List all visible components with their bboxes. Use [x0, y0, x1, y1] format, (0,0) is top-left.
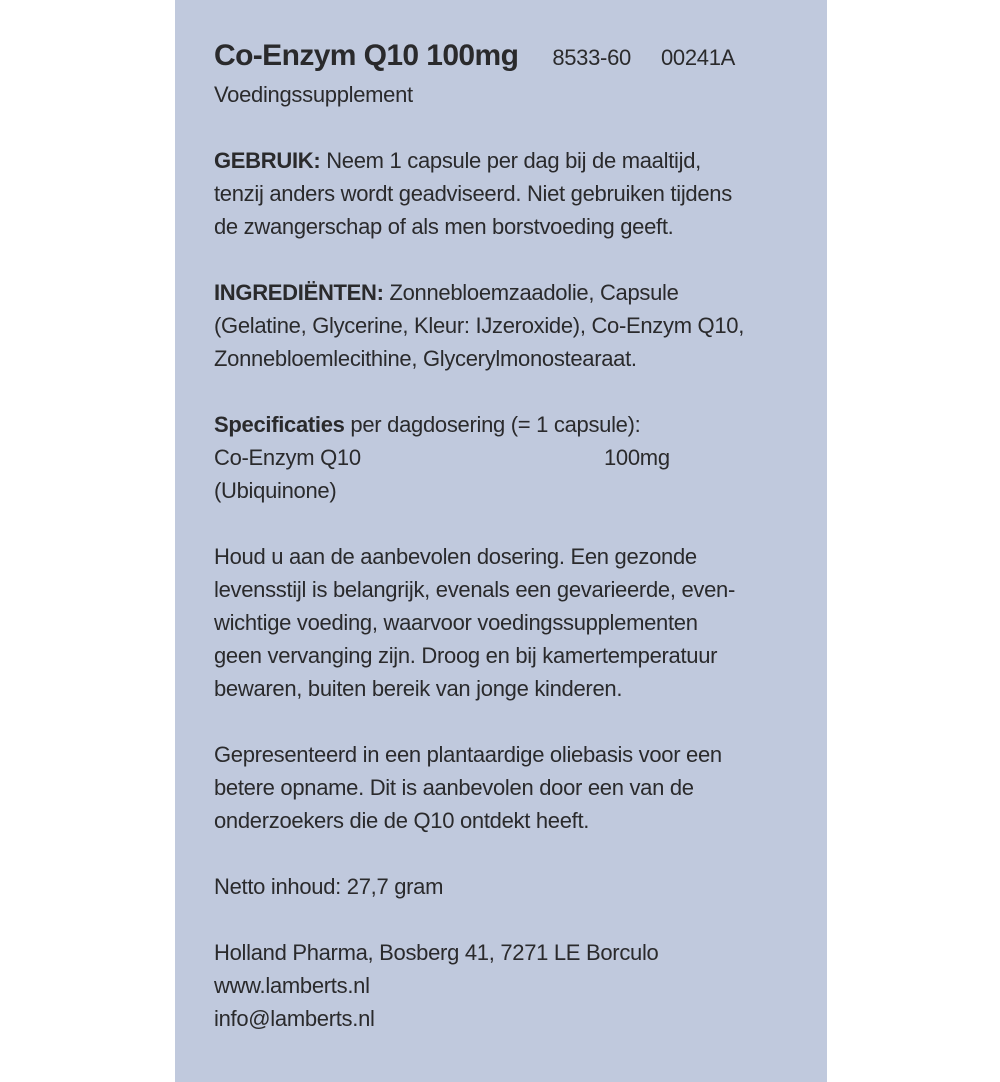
net-content: Netto inhoud: 27,7 gram	[214, 874, 444, 899]
usage-line	[214, 144, 804, 177]
specs-heading: Specificaties	[214, 412, 345, 437]
presentation-line-1: Gepresenteerd in een plantaardige oliebasis voor een	[214, 742, 722, 767]
ingredients-heading: INGREDIËNTEN:	[214, 280, 384, 305]
product-code: 8533-60	[552, 45, 631, 70]
spec-item-value: 100mg	[604, 445, 670, 470]
contact-address: Holland Pharma, Bosberg 41, 7271 LE Borculo	[214, 940, 659, 965]
ingredients-line-1: Zonnebloemzaadolie, Capsule	[383, 280, 679, 305]
spec-item-name: Co-Enzym Q10	[214, 445, 361, 470]
presentation-section	[214, 738, 804, 837]
title-row	[214, 38, 804, 78]
contact-website: www.lamberts.nl	[214, 973, 370, 998]
advice-line-5: bewaren, buiten bereik van jonge kinderen.	[214, 676, 623, 701]
product-label	[175, 0, 827, 1082]
presentation-line-2: betere opname. Dit is aanbevolen door een van de	[214, 775, 694, 800]
advice-line-4: geen vervanging zijn. Droog en bij kamertemperatuur	[214, 643, 718, 668]
specs-section	[214, 408, 804, 507]
usage-line-3: de zwangerschap of als men borstvoeding geeft.	[214, 214, 674, 239]
specs-heading-rest: per dagdosering (= 1 capsule):	[344, 412, 641, 437]
usage-section	[214, 144, 804, 243]
batch-code: 00241A	[660, 45, 736, 70]
contact-email: info@lamberts.nl	[214, 1006, 375, 1031]
advice-section	[214, 540, 804, 705]
product-title: Co-Enzym Q10 100mg	[214, 39, 519, 72]
advice-line-1: Houd u aan de aanbevolen dosering. Een gezonde	[214, 544, 697, 569]
presentation-line-3: onderzoekers die de Q10 ontdekt heeft.	[214, 808, 590, 833]
ingredients-line-2: (Gelatine, Glycerine, Kleur: IJzeroxide), Co-Enzym Q10,	[214, 313, 745, 338]
advice-line-2: levensstijl is belangrijk, evenals een gevarieerde, even-	[214, 577, 735, 602]
spec-row	[214, 441, 804, 474]
advice-line-3: wichtige voeding, waarvoor voedingssupplementen	[214, 610, 698, 635]
usage-line-1: Neem 1 capsule per dag bij de maaltijd,	[320, 148, 701, 173]
specs-heading-line	[214, 408, 804, 441]
ingredients-line-3: Zonnebloemlecithine, Glycerylmonostearaat.	[214, 346, 637, 371]
contact-section	[214, 936, 804, 1035]
usage-heading: GEBRUIK:	[214, 148, 321, 173]
spec-item-note: (Ubiquinone)	[214, 478, 337, 503]
ingredients-section	[214, 276, 804, 375]
ingredients-line	[214, 276, 804, 309]
product-subtitle: Voedingssupplement	[214, 82, 413, 107]
label-content	[214, 38, 804, 1035]
usage-line-2: tenzij anders wordt geadviseerd. Niet gebruiken tijdens	[214, 181, 732, 206]
